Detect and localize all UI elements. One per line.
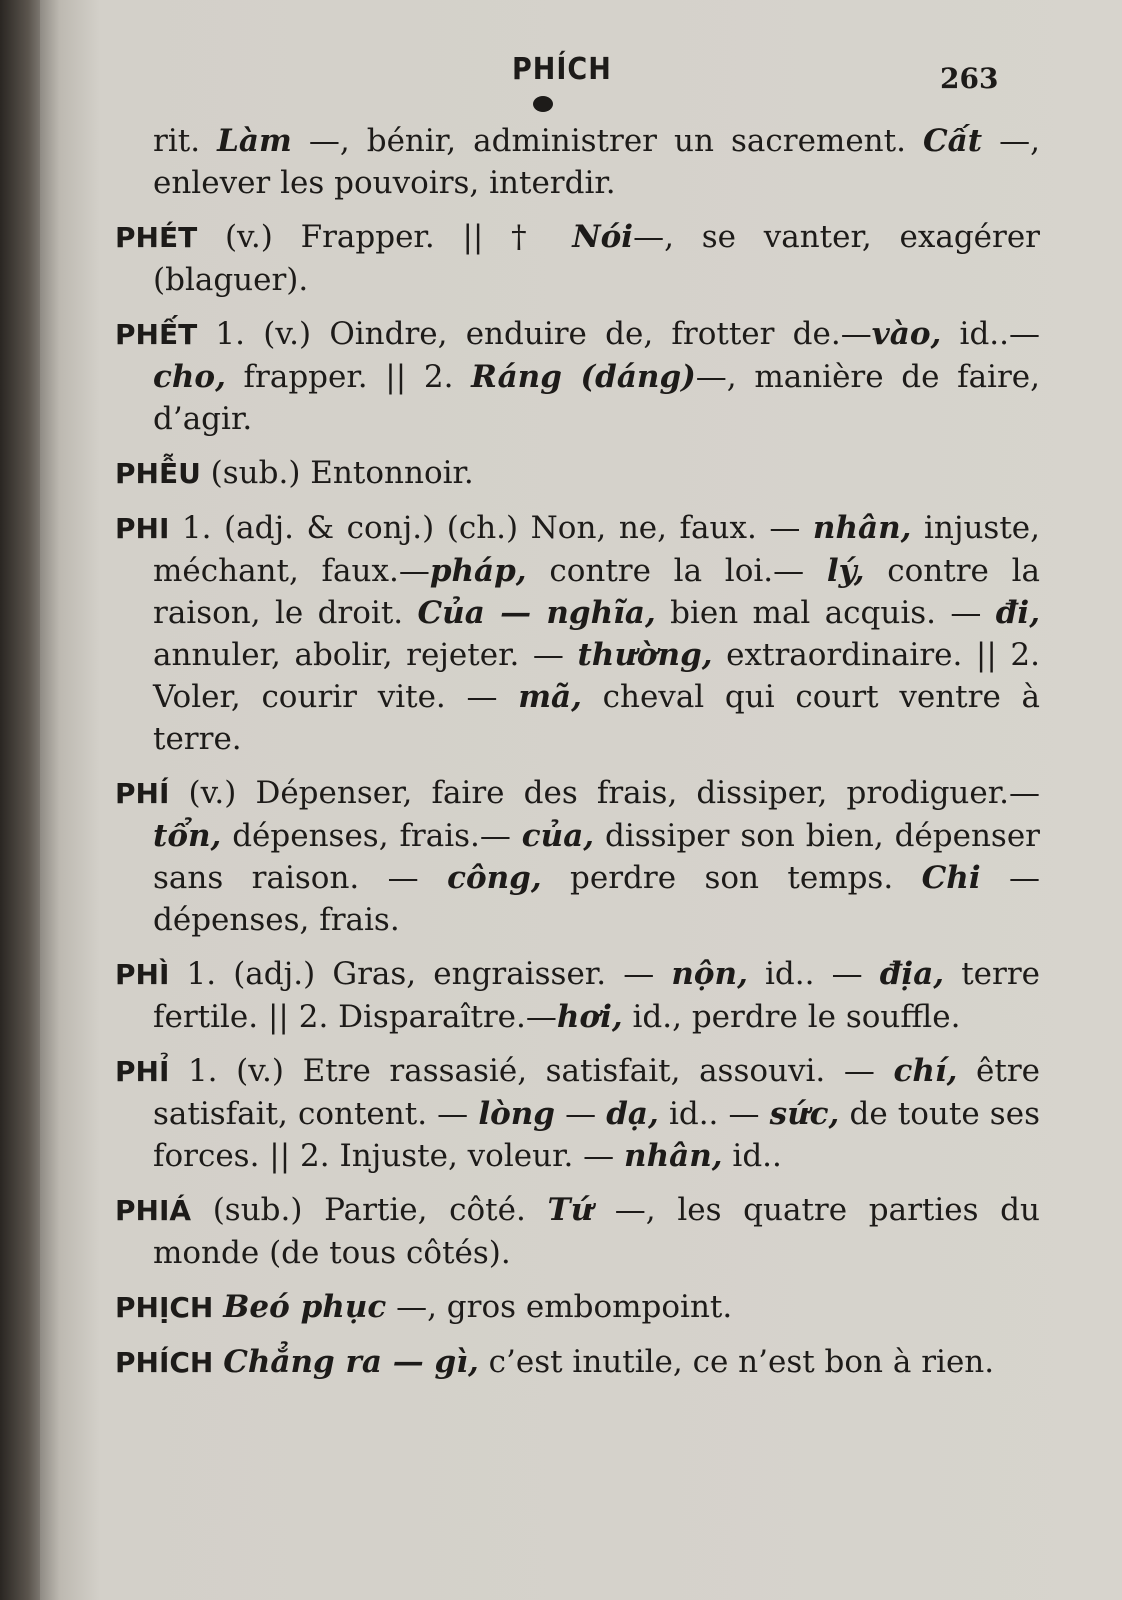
dictionary-entry xyxy=(115,216,1040,301)
definition-text: — dépenses, frais. xyxy=(153,860,1041,938)
definition-text: contre la raison, le droit. xyxy=(153,553,1040,631)
definition-text: —, manière de faire, d’agir. xyxy=(153,359,1040,437)
dictionary-entry xyxy=(115,953,1040,1038)
vietnamese-term: lý, xyxy=(826,553,865,589)
vietnamese-term: Của — nghĩa, xyxy=(417,595,656,631)
definition-text: terre fertile. || 2. Disparaître.— xyxy=(153,956,1041,1035)
definition-text: dépenses, frais.— xyxy=(221,818,522,854)
dictionary-entry xyxy=(115,452,1040,495)
dictionary-entry xyxy=(115,120,1040,204)
dictionary-entry xyxy=(115,772,1040,941)
definition-text: —, se vanter, exagérer (blaguer). xyxy=(153,219,1041,298)
dictionary-entries xyxy=(115,120,1040,1396)
vietnamese-term: cho, xyxy=(153,359,226,395)
definition-text: —, bénir, administrer un sacrement. xyxy=(291,123,923,159)
dictionary-entry xyxy=(115,507,1040,760)
definition-text: dissiper son bien, dépenser sans raison. — xyxy=(153,818,1040,896)
vietnamese-term: tổn, xyxy=(153,818,222,854)
ink-blot-icon xyxy=(533,96,553,112)
vietnamese-term: nhân, xyxy=(812,510,912,546)
definition-text: id.. xyxy=(722,1138,782,1174)
vietnamese-term: dạ, xyxy=(606,1096,659,1132)
book-spine-shadow xyxy=(0,0,40,1600)
vietnamese-term: Cất xyxy=(923,123,983,159)
definition-text: être satisfait, content. — xyxy=(153,1053,1040,1132)
vietnamese-term: công, xyxy=(447,860,542,896)
vietnamese-term: Beó phục xyxy=(223,1289,387,1325)
definition-text: id..— xyxy=(941,316,1040,352)
vietnamese-term: vào, xyxy=(871,316,942,352)
entry-headword: PHẾT xyxy=(115,318,198,351)
vietnamese-term: Ráng (dáng) xyxy=(471,359,696,395)
entry-headword: PHÍCH xyxy=(115,1346,214,1379)
definition-text: injuste, méchant, faux.— xyxy=(153,510,1040,589)
vietnamese-term: Làm xyxy=(217,123,292,159)
vietnamese-term: nộn, xyxy=(671,956,748,992)
page-header xyxy=(40,48,1122,96)
vietnamese-term: Tứ xyxy=(547,1192,594,1228)
entry-headword: PHÌ xyxy=(115,958,170,991)
vietnamese-term: pháp, xyxy=(429,553,527,589)
definition-text: annuler, abolir, rejeter. — xyxy=(153,637,578,673)
entry-headword: PHỈ xyxy=(115,1055,170,1088)
entry-headword: PHỊCH xyxy=(115,1291,214,1324)
definition-text: —, les quatre parties du monde (de tous côtés). xyxy=(153,1192,1040,1271)
vietnamese-term: Chi xyxy=(921,860,981,896)
dictionary-entry xyxy=(115,1050,1040,1177)
dictionary-entry xyxy=(115,1189,1040,1274)
vietnamese-term: Chẳng ra — gì, xyxy=(223,1344,479,1380)
definition-text: id., perdre le souffle. xyxy=(622,999,961,1035)
definition-text: (sub.) Entonnoir. xyxy=(200,455,474,491)
page-number: 263 xyxy=(940,62,999,95)
vietnamese-term: của, xyxy=(521,818,595,854)
vietnamese-term: đi, xyxy=(995,595,1040,631)
definition-text: 1. (v.) Oindre, enduire de, frotter de.— xyxy=(197,316,872,352)
definition-text: c’est inutile, ce n’est bon à rien. xyxy=(478,1344,995,1380)
entry-headword: PHI xyxy=(115,512,170,545)
definition-text: de toute ses forces. || 2. Injuste, voleur. — xyxy=(153,1096,1040,1174)
entry-headword: PHÍ xyxy=(115,777,170,810)
definition-text: —, gros embompoint. xyxy=(386,1289,733,1325)
definition-text: extraordinaire. || 2. Voler, courir vite. — xyxy=(153,637,1040,715)
definition-text: contre la loi.— xyxy=(526,553,827,589)
running-title: PHÍCH xyxy=(512,52,612,87)
definition-text: 1. (adj. & conj.) (ch.) Non, ne, faux. — xyxy=(169,510,813,546)
definition-text xyxy=(213,1289,223,1325)
vietnamese-term: mã, xyxy=(518,679,582,715)
definition-text: —, enlever les pouvoirs, interdir. xyxy=(153,123,1040,201)
definition-text: rit. xyxy=(153,123,218,159)
vietnamese-term: chí, xyxy=(893,1053,958,1089)
definition-text: — xyxy=(554,1096,607,1132)
definition-text: id.. — xyxy=(747,956,880,992)
definition-text: perdre son temps. xyxy=(541,860,922,896)
definition-text: 1. (v.) Etre rassasié, satisfait, assouvi. — xyxy=(169,1053,894,1089)
definition-text: cheval qui court ventre à terre. xyxy=(153,679,1040,757)
definition-text xyxy=(213,1344,223,1380)
dictionary-entry xyxy=(115,313,1040,440)
vietnamese-term: nhân, xyxy=(624,1138,723,1174)
dictionary-entry xyxy=(115,1286,1040,1329)
definition-text: 1. (adj.) Gras, engraisser. — xyxy=(169,956,672,992)
vietnamese-term: lòng xyxy=(478,1096,555,1132)
definition-text: frapper. || 2. xyxy=(225,359,472,395)
vietnamese-term: địa, xyxy=(879,956,945,992)
entry-headword: PHỄU xyxy=(115,457,201,490)
vietnamese-term: thường, xyxy=(577,637,713,673)
definition-text: bien mal acquis. — xyxy=(655,595,996,631)
dictionary-entry xyxy=(115,1341,1040,1384)
definition-text: id.. — xyxy=(658,1096,770,1132)
entry-headword: PHÉT xyxy=(115,221,198,254)
definition-text: (v.) Frapper. || † xyxy=(197,219,573,255)
vietnamese-term: sức, xyxy=(769,1096,840,1132)
definition-text: (v.) Dépenser, faire des frais, dissiper, prodiguer.— xyxy=(169,775,1040,811)
vietnamese-term: Nói xyxy=(572,219,634,255)
vietnamese-term: hơi, xyxy=(556,999,623,1035)
dictionary-page xyxy=(40,0,1122,1600)
definition-text: (sub.) Partie, côté. xyxy=(191,1192,548,1228)
entry-headword: PHIÁ xyxy=(115,1194,192,1227)
